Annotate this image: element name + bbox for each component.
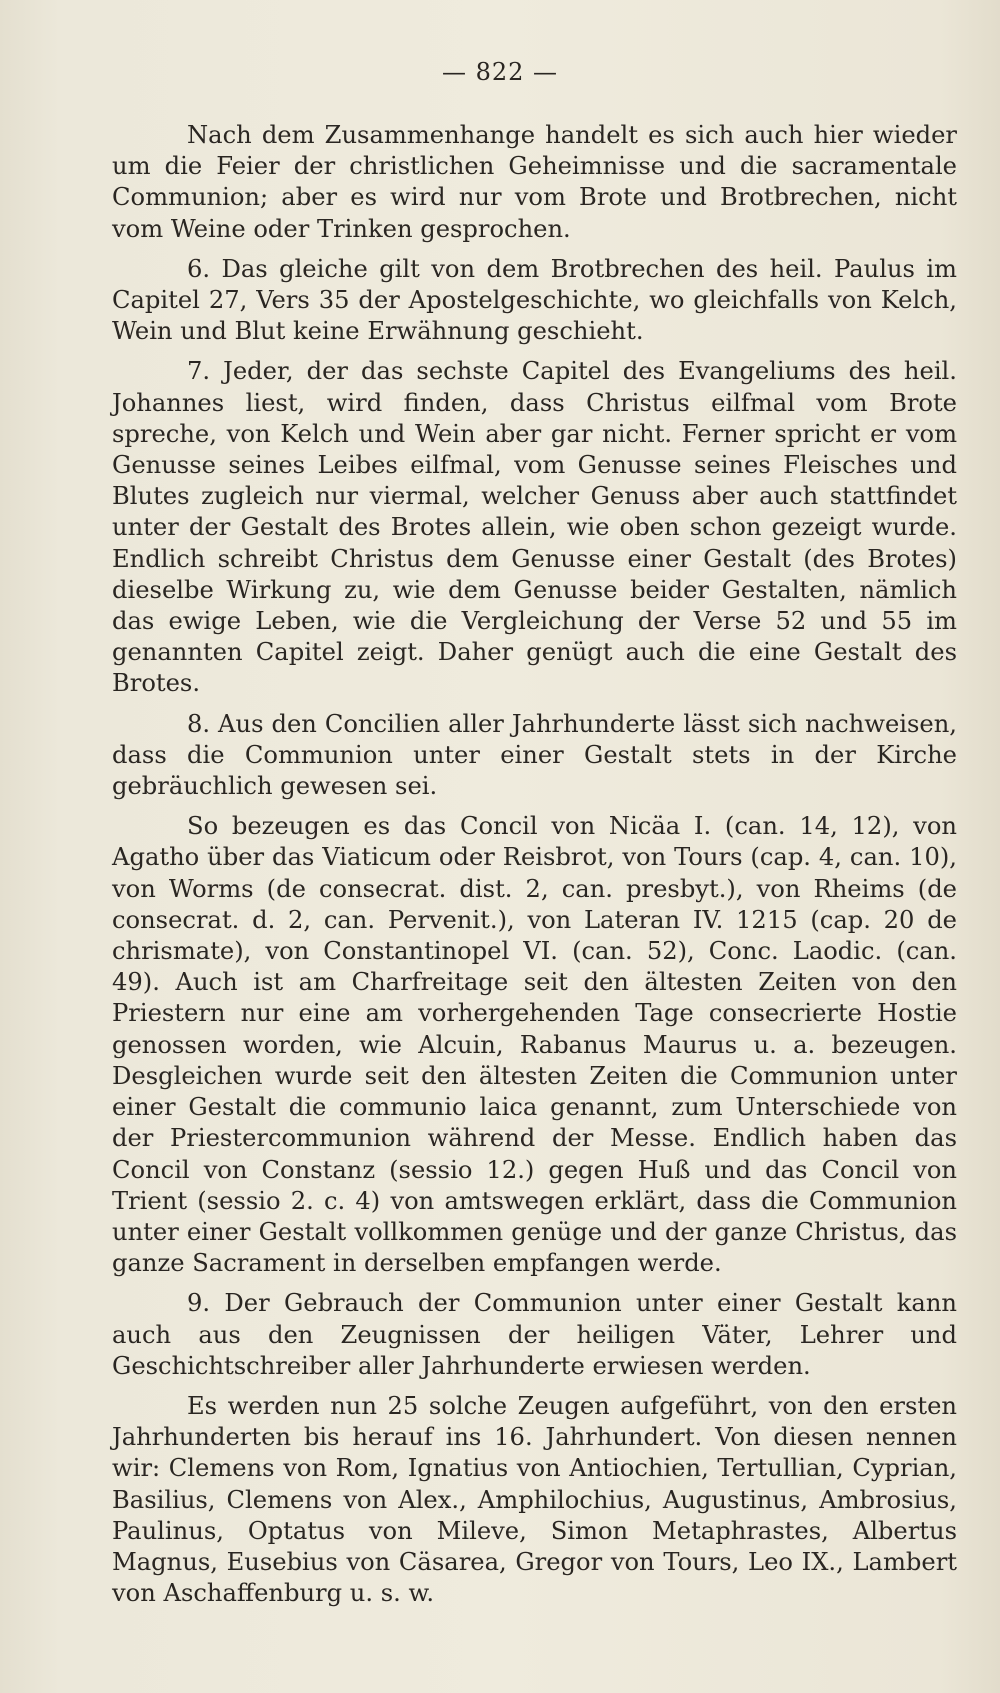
- paragraph-9: 9. Der Gebrauch der Communion unter einer Gestalt kann auch aus den Zeugnissen der heiligen Väter, Lehrer und Geschichtschreiber aller Jahrhunderte erwiesen werden.: [112, 1289, 957, 1380]
- paragraph-6: 6. Das gleiche gilt von dem Brotbrechen des heil. Paulus im Capitel 27, Vers 35 der Apostelgeschichte, wo gleichfalls von Kelch, Wein und Blut keine Erwähnung geschieht.: [112, 254, 957, 346]
- paragraph-witnesses: Es werden nun 25 solche Zeugen aufgeführt, von den ersten Jahrhunderten bis herauf ins 16. Jahrhundert. Von diesen nennen wir: Clemens von Rom, Ignatius von Antiochien, Tertullian, Cyprian, Basilius, Clemens von Alex., Amphilochius, Augustinus, Ambrosius, Paulinus, Optatus von Mileve, Simon Metaphrastes, Albertus Magnus, Eusebius von Cäsarea, Gregor von Tours, Leo IX., Lambert von Aschaffenburg u. s. w.: [112, 1391, 957, 1608]
- paragraph-8: 8. Aus den Concilien aller Jahrhunderte lässt sich nachweisen, dass die Communion unter einer Gestalt stets in der Kirche gebräuchlich gewesen sei.: [112, 709, 957, 801]
- paragraph-7: 7. Jeder, der das sechste Capitel des Evangeliums des heil. Johannes liest, wird finden, dass Christus eilfmal vom Brote spreche, von Kelch und Wein aber gar nicht. Ferner spricht er vom Genusse seines Leibes eilfmal, vom Genusse seines Fleisches und Blutes zugleich nur viermal, welcher Genuss aber auch stattfindet unter der Gestalt des Brotes allein, wie oben schon gezeigt wurde. Endlich schreibt Christus dem Genusse einer Gestalt (des Brotes) dieselbe Wirkung zu, wie dem Genusse beider Gestalten, nämlich das ewige Leben, wie die Vergleichung der Verse 52 und 55 im genannten Capitel zeigt. Daher genügt auch die eine Gestalt des Brotes.: [112, 357, 957, 698]
- paragraph-councils: So bezeugen es das Concil von Nicäa I. (can. 14, 12), von Agatho über das Viaticum oder Reisbrot, von Tours (cap. 4, can. 10), von Worms (de consecrat. dist. 2, can. presbyt.), von Rheims (de consecrat. d. 2, can. Pervenit.), von Lateran IV. 1215 (cap. 20 de chrismate), von Constantinopel VI. (can. 52), Conc. Laodic. (can. 49). Auch ist am Charfreitage seit den ältesten Zeiten von den Priestern nur eine am vorhergehenden Tage consecrierte Hostie genossen worden, wie Alcuin, Rabanus Maurus u. a. bezeugen. Desgleichen wurde seit den ältesten Zeiten die Communion unter einer Gestalt die communio laica genannt, zum Unterschiede von der Priestercommunion während der Messe. Endlich haben das Concil von Constanz (sessio 12.) gegen Huß und das Concil von Trient (sessio 2. c. 4) von amtswegen erklärt, dass die Communion unter einer Gestalt vollkommen genüge und der ganze Christus, das ganze Sacrament in derselben empfangen werde.: [112, 812, 957, 1278]
- paragraph-intro: Nach dem Zusammenhange handelt es sich auch hier wieder um die Feier der christlichen Geheimnisse und die sacramentale Communion; aber es wird nur vom Brote und Brotbrechen, nicht vom Weine oder Trinken gesprochen.: [112, 121, 957, 243]
- page-body: [112, 120, 957, 1609]
- page-number: — 822 —: [441, 58, 559, 86]
